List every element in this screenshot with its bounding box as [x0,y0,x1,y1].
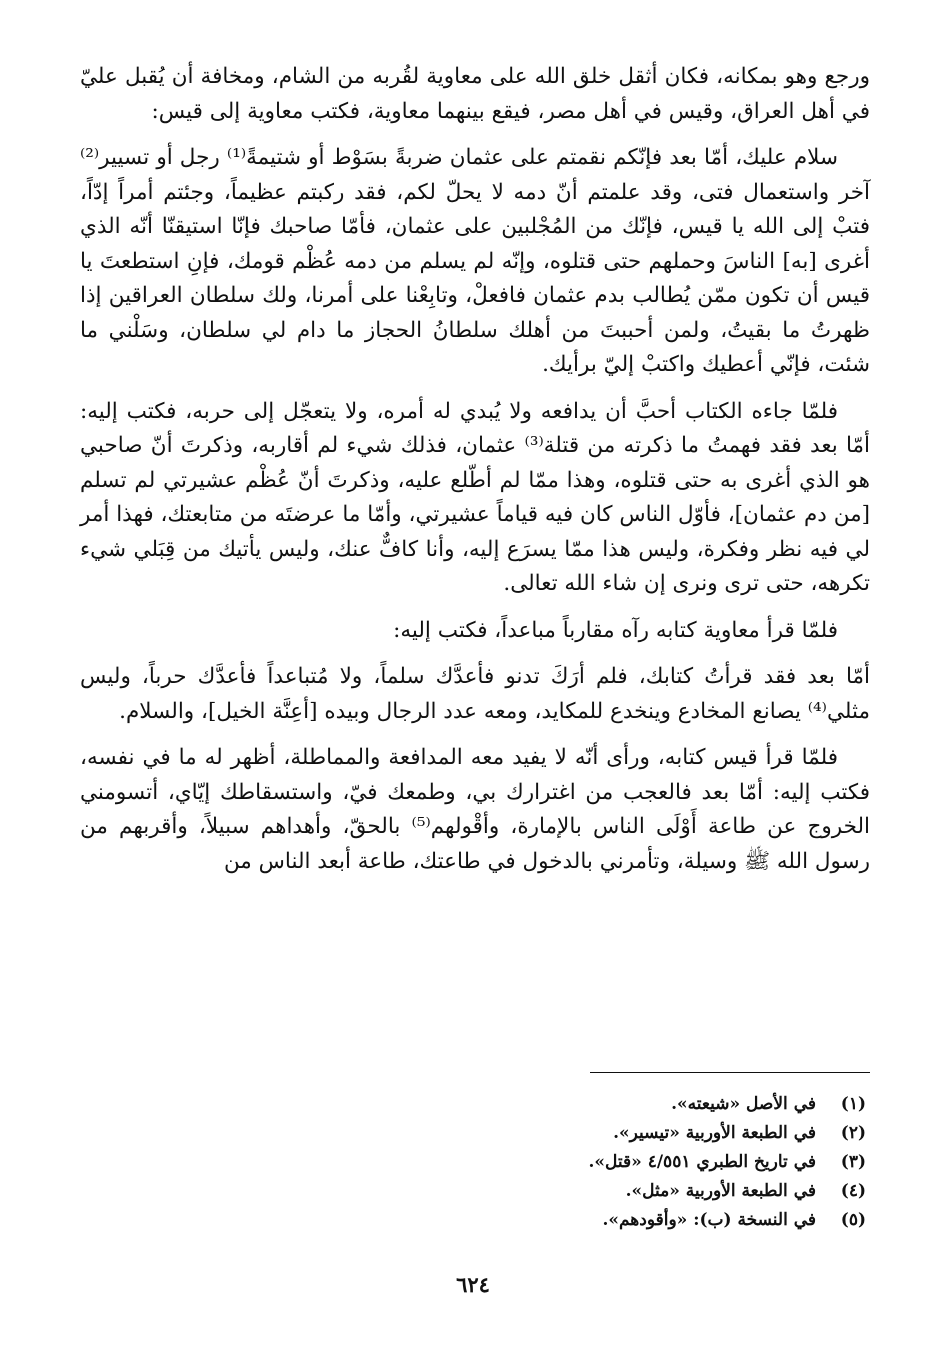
footnote-item [366,1090,866,1119]
footnote-text: في الطبعة الأوربية «مثل». [625,1181,816,1201]
footnote-item [366,1206,866,1235]
paragraph-muawiya-reads: فلمّا قرأ معاوية كتابه رآه مقارباً مباعداً، فكتب إليه: [393,617,838,643]
footnote-text: في الأصل «شيعته». [671,1094,816,1114]
paragraph-muawiya-letter-2: أمّا بعد فقد قرأتُ كتابك، فلم أرَكَ تدنو فأعدَّك سلماً، ولا مُتباعداً فأعدَّك حرباً، وليس مثلي⁽⁴⁾ يصانع المخادع وينخدع للمكايد، ومعه عدد الرجال وبيده [أعِنَّة الخيل]، والسلام. [80,664,870,724]
paragraph-muawiya-letter-1: سلام عليك، أمّا بعد فإنّكم نقمتم على عثمان ضربةً بسَوْط أو شتيمةً⁽¹⁾ رجل أو تسيير⁽²⁾ آخر واستعمال فتى، وقد علمتم أنّ دمه لا يحلّ لكم، فقد ركبتم عظيماً، وجئتم أمراً إدّاً، فتبْ إلى الله يا قيس، فإنّك من المُجْلبين على عثمان، فأمّا صاحبك فإنّا استيقنّا أنّه الذي أغرى [به] الناسَ وحملهم حتى قتلوه، وإنّه لم يسلم من دمه عُظْم قومك، فإنِ استطعتَ يا قيس أن تكون ممّن يُطالب بدم عثمان فافعلْ، وتابِعْنا على أمرنا، ولك سلطان العراقين إذا ظهرتُ ما بقيتُ، ولمن أحببتَ من أهلك سلطانُ الحجاز ما دام لي سلطان، وسَلْني ما شئت، فإنّي أعطيك واكتبْ إليّ برأيك. [80,145,870,377]
footnote-text: في تاريخ الطبري ٤/٥٥١ «قتل». [588,1152,816,1172]
footnote-number: (١) [840,1094,866,1114]
footnote-number: (٣) [840,1152,866,1172]
main-text [80,60,870,891]
paragraph-qays-reply-2: فلمّا قرأ قيس كتابه، ورأى أنّه لا يفيد معه المدافعة والمماطلة، أظهر له ما في نفسه، فكتب إليه: أمّا بعد فالعجب من اغترارك بي، وطمعك فيّ، واستسقاطك إيّاي، أتسومني الخروج عن طاعة أَوْلَى الناس بالإمارة، وأقْولهم⁽⁵⁾ بالحقّ، وأهداهم سبيلاً، وأقربهم من رسول الله ﷺ وسيلة، وتأمرني بالدخول في طاعتك، طاعة أبعد الناس من [80,745,870,874]
page-number: ٦٢٤ [456,1272,490,1297]
footnote-item [366,1148,866,1177]
footnote-text: في النسخة (ب): «وأقودهم». [602,1210,816,1230]
footnote-number: (٥) [840,1210,866,1230]
paragraph-qays-reply-1: فلمّا جاءه الكتاب أحبَّ أن يدافعه ولا يُبدي له أمره، ولا يتعجّل إلى حربه، فكتب إليه: أمّا بعد فقد فهمتُ ما ذكرته من قتلة⁽³⁾ عثمان، فذلك شيء لم أقاربه، وذكرتَ أنّ صاحبي هو الذي أغرى به حتى قتلوه، وهذا ممّا لم أطّلع عليه، وذكرتَ أنّ عُظْم عشيرتي لم تسلم [من دم عثمان]، فأوّل الناس كان فيه قياماً عشيرتي، وأمّا ما عرضتَه من متابعتك، فهذا أمر لي فيه نظر وفكرة، وليس هذا ممّا يسرَع إليه، وأنا كافٌّ عنك، وليس يأتيك من قِبَلي شيء تكرهه، حتى ترى ونرى إن شاء الله تعالى. [80,398,870,596]
footnote-divider [590,1072,870,1073]
paragraph-intro: ورجع وهو بمكانه، فكان أثقل خلق الله على معاوية لقُربه من الشام، ومخافة أن يُقبل عليّ في أهل العراق، وقيس في أهل مصر، فيقع بينهما معاوية، فكتب معاوية إلى قيس: [80,64,870,124]
footnote-text: في الطبعة الأوربية «تيسير». [613,1123,816,1143]
footnote-item [366,1119,866,1148]
footnote-number: (٤) [840,1181,866,1201]
footnote-item [366,1177,866,1206]
footnote-number: (٢) [840,1123,866,1143]
footnotes [366,1090,866,1235]
